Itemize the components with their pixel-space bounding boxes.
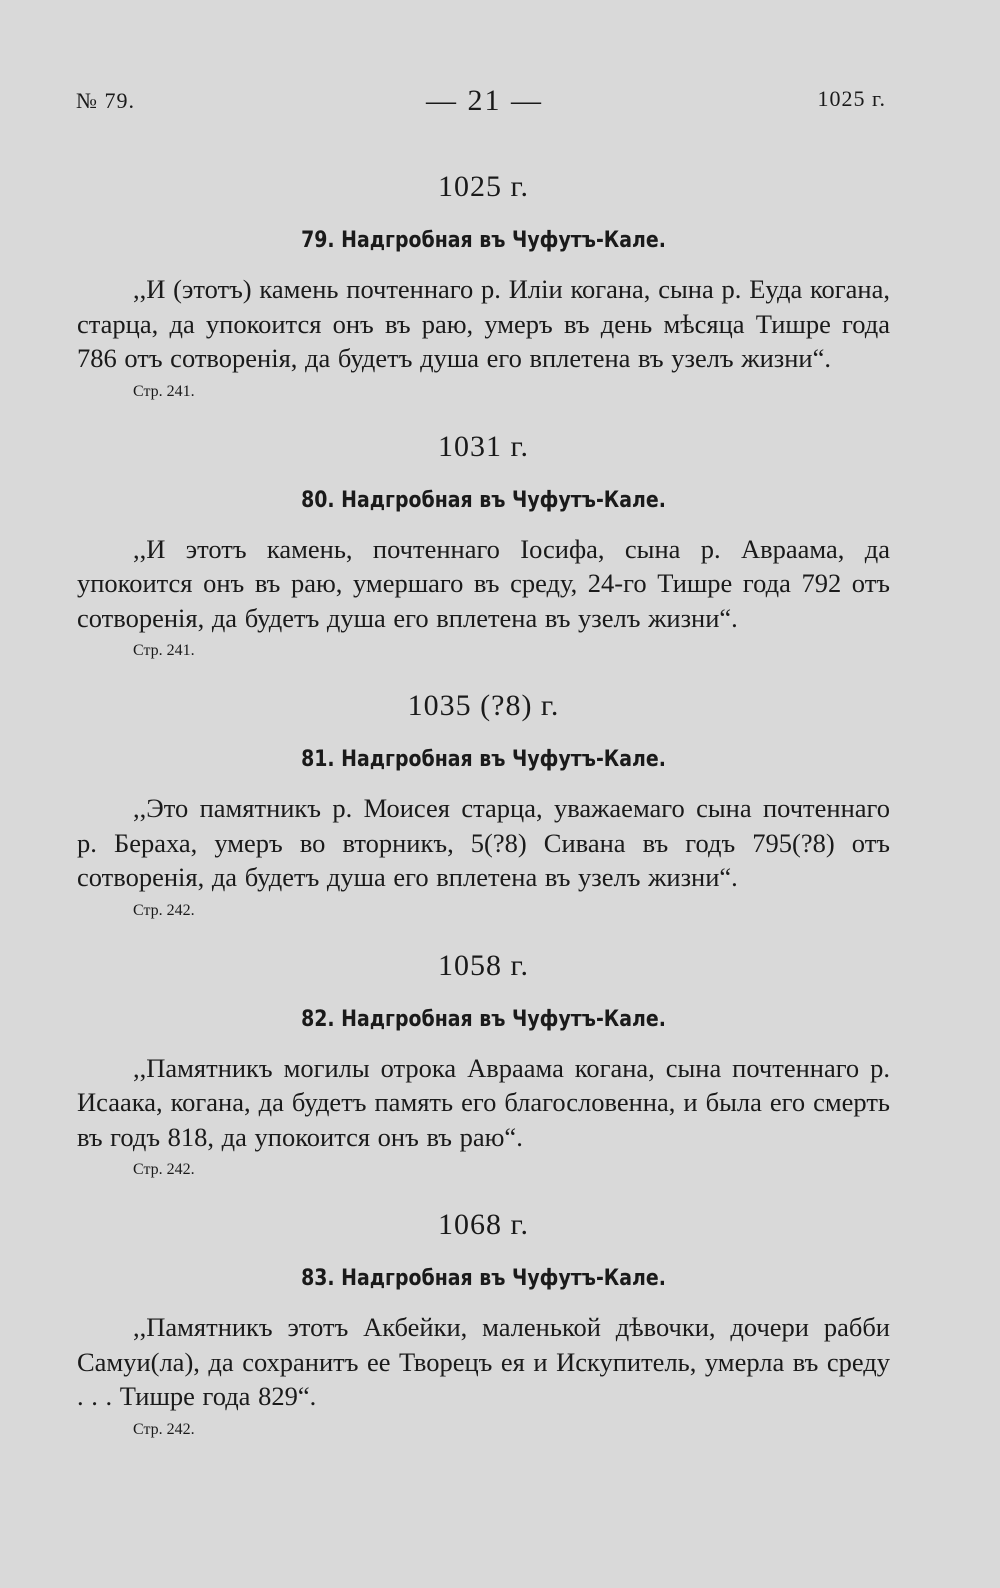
entry-heading: 83. Надгробная въ Чуфутъ-Кале. (301, 1266, 666, 1291)
inscription-entry-83 (77, 1204, 890, 1442)
source-reference: Стр. 242. (133, 901, 195, 919)
inscription-text: ,,Памятникъ могилы отрока Авраама когана, сына почтеннаго р. Исаака, когана, да будетъ память его благословенна, и была его смерть въ годъ 818, да упокоится онъ въ раю“. (77, 1052, 890, 1152)
entry-heading: 81. Надгробная въ Чуфутъ-Кале. (301, 747, 666, 772)
running-head (76, 84, 886, 124)
inscription-entry-81 (77, 685, 890, 923)
inscription-entry-79 (77, 166, 890, 404)
inscription-entry-82 (77, 945, 890, 1183)
source-reference: Стр. 241. (133, 642, 195, 659)
source-reference: Стр. 241. (133, 382, 195, 400)
inscription-text: ,,И этотъ камень, почтеннаго Іосифа, сына р. Авраама, да упокоится онъ въ раю, умершаго въ среду, 24-го Тишре года 792 отъ сотворенія, да будетъ душа его вплетена въ узелъ жизни“. (77, 533, 890, 633)
inscription-entry-80 (77, 426, 890, 664)
page-number: — 21 — (426, 84, 543, 117)
page-content (77, 166, 890, 1442)
entry-heading: 80. Надгробная въ Чуфутъ-Кале. (301, 487, 666, 513)
source-reference: Стр. 242. (133, 1161, 195, 1178)
document-number: № 79. (76, 88, 135, 113)
entry-year: 1025 г. (438, 170, 529, 203)
entry-year: 1058 г. (438, 948, 529, 982)
entry-year: 1031 г. (438, 429, 529, 463)
entry-heading: 79. Надгробная въ Чуфутъ-Кале. (301, 228, 666, 253)
running-year: 1025 г. (817, 86, 886, 111)
inscription-text: ,,Это памятникъ р. Моисея старца, уважаемаго сына почтеннаго р. Бераха, умеръ во вторникъ, 5(?8) Сивана въ годъ 795(?8) отъ сотворенія, да будетъ душа его вплетена въ узелъ жизни“. (77, 793, 890, 892)
source-reference: Стр. 242. (133, 1420, 195, 1438)
inscription-text: ,,Памятникъ этотъ Акбейки, маленькой дѣвочки, дочери рабби Самуи(ла), да сохранитъ ее Творецъ ея и Искупитель, умерла въ среду . . . Тишре года 829“. (77, 1312, 890, 1411)
inscription-text: ,,И (этотъ) камень почтеннаго р. Иліи когана, сына р. Еуда когана, старца, да упокоится онъ въ раю, умеръ въ день мѣсяца Тишре года 786 отъ сотворенія, да будетъ душа его вплетена въ узелъ жизни“. (77, 274, 890, 373)
entry-year: 1068 г. (438, 1208, 529, 1241)
entry-year: 1035 (?8) г. (407, 689, 560, 722)
entry-heading: 82. Надгробная въ Чуфутъ-Кале. (301, 1006, 666, 1032)
